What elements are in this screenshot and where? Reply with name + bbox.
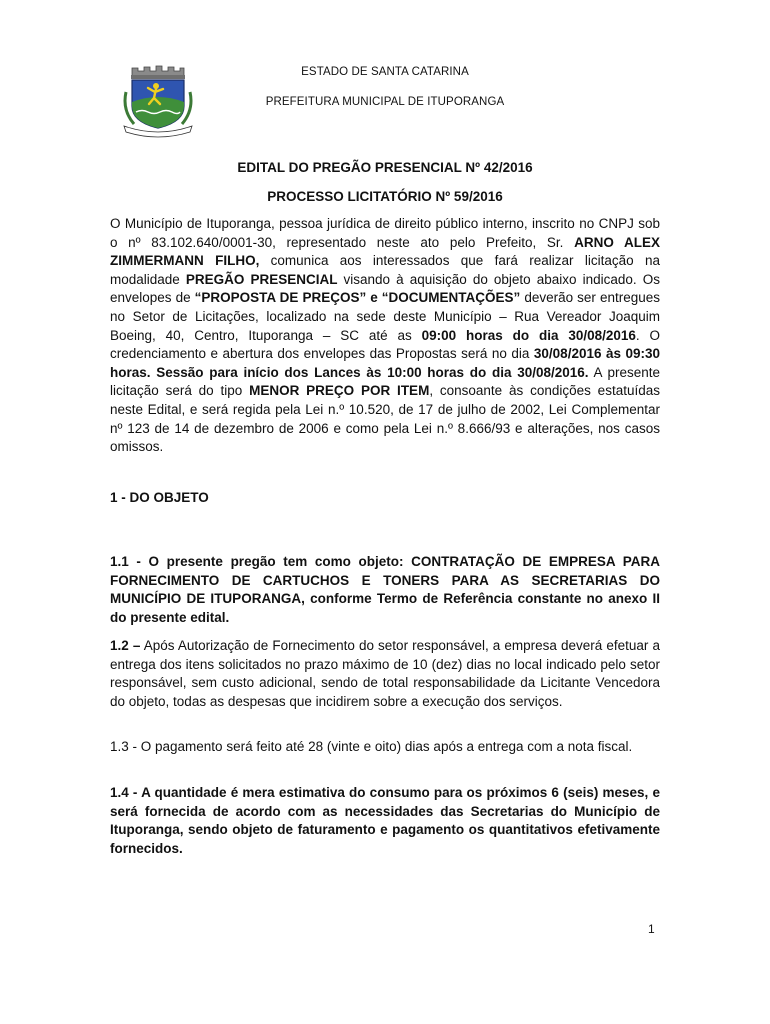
section-heading-objeto: 1 - DO OBJETO (110, 490, 209, 505)
intro-text-3: visando à aquisição do objeto abaixo indicado. Os envelopes de (110, 271, 660, 306)
intro-text-5: . O credenciamento e abertura dos envelopes das Propostas será no dia (110, 327, 661, 362)
clause-1-3: 1.3 - O pagamento será feito até 28 (vinte e oito) dias após a entrega com a nota fiscal. (110, 739, 633, 754)
clause-1-2-text: Após Autorização de Fornecimento do setor responsável, a empresa deverá efetuar a entrega dos itens solicitados no prazo máximo de 10 (dez) dias no local indicado pelo setor responsável, sem custo adicional, sendo de total responsabilidade da Licitante Vencedora do objeto, todas as despesas que incidirem sobre a execução dos serviços. (110, 638, 660, 709)
intro-text-6: A presente licitação será do tipo (110, 364, 660, 399)
envelopes: “PROPOSTA DE PREÇOS” e “DOCUMENTAÇÕES” (194, 290, 521, 306)
intro-text-7: , consoante às condições estatuídas neste Edital, e será regida pela Lei n.º 10.520, de 17 de julho de 2002, Lei Complementar nº 123 de 14 de dezembro de 2006 e como pela Lei n.º 8.666/93 e alterações, nos casos omissos. (110, 383, 660, 455)
delivery-deadline: 09:00 horas do dia 30/08/2016 (421, 327, 636, 343)
intro-text-2: comunica aos interessados que fará realizar licitação na modalidade (110, 253, 660, 287)
clause-1-2 (110, 637, 660, 711)
processo-title: PROCESSO LICITATÓRIO Nº 59/2016 (267, 189, 503, 204)
modality: PREGÃO PRESENCIAL (185, 271, 338, 287)
tender-type: MENOR PREÇO POR ITEM (249, 383, 430, 399)
page-number: 1 (648, 922, 655, 936)
intro-paragraph (110, 215, 660, 457)
state-name: ESTADO DE SANTA CATARINA (301, 66, 469, 78)
mayor-name: ARNO ALEX ZIMMERMANN FILHO, (110, 234, 660, 269)
session-schedule: 30/08/2016 às 09:30 horas. Sessão para início dos Lances às 10:00 horas do dia 30/08/2016. (110, 346, 660, 380)
intro-text-1: O Município de Ituporanga, pessoa jurídica de direito público interno, inscrito no CNPJ sob o nº 83.102.640/0001-30, representado neste ato pelo Prefeito, Sr. (110, 216, 660, 250)
edital-title: EDITAL DO PREGÃO PRESENCIAL Nº 42/2016 (237, 160, 533, 175)
clause-1-2-number: 1.2 – (110, 638, 141, 653)
clause-1-1: 1.1 - O presente pregão tem como objeto: CONTRATAÇÃO DE EMPRESA PARA FORNECIMENTO DE CARTUCHOS E TONERS PARA AS SECRETARIAS DO MUNICÍPIO DE ITUPORANGA, conforme Termo de Referência constante no anexo II do presente edital. (110, 554, 660, 625)
clause-1-4: 1.4 - A quantidade é mera estimativa do consumo para os próximos 6 (seis) meses, e será fornecida de acordo com as necessidades das Secretarias do Município de Ituporanga, sendo objeto de faturamento e pagamento os quantitativos efetivamente fornecidos. (110, 785, 660, 856)
municipal-crest-icon (118, 62, 194, 138)
prefecture-name: PREFEITURA MUNICIPAL DE ITUPORANGA (265, 96, 505, 108)
intro-text-4: deverão ser entregues no Setor de Licitações, localizado na sede deste Município – Rua Vereador Joaquim Boeing, 40, Centro, Ituporanga – SC até as (110, 290, 660, 343)
